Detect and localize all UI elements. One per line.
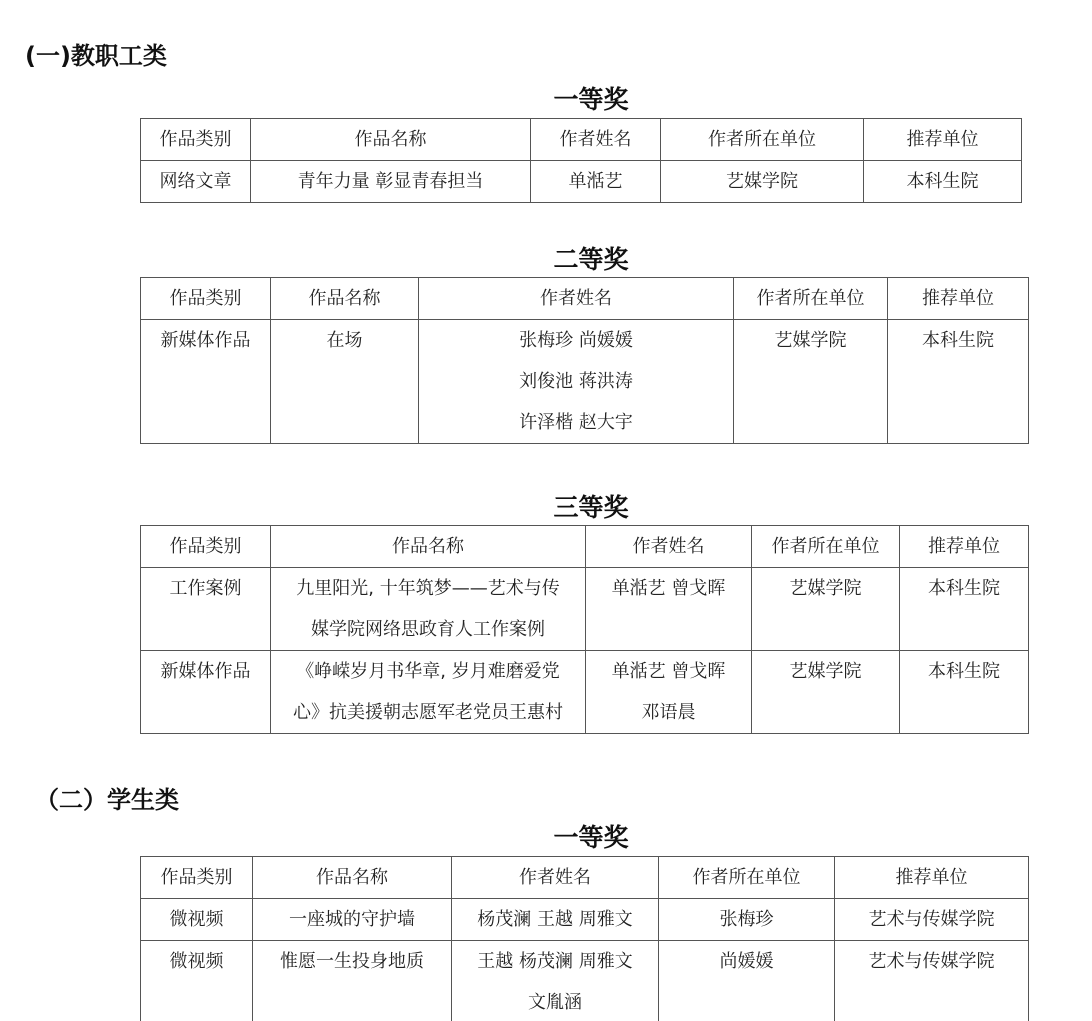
cell-line: 尚媛媛 bbox=[719, 951, 774, 972]
column-header: 作者所在单位 bbox=[661, 119, 864, 161]
cell-line: 邓语晨 bbox=[641, 702, 696, 723]
table-cell bbox=[251, 161, 531, 203]
cell-line: 文胤涵 bbox=[528, 992, 582, 1013]
cell-line: 单湉艺 曾戈晖 bbox=[611, 578, 726, 599]
table-cell bbox=[452, 941, 659, 1021]
cell-line: 刘俊池 蒋洪涛 bbox=[519, 371, 633, 392]
cell-line: 本科生院 bbox=[906, 171, 979, 192]
table-cell bbox=[659, 899, 835, 941]
cell-line: 单湉艺 bbox=[568, 171, 623, 192]
cell-line: 微视频 bbox=[169, 951, 224, 972]
cell-line: 微视频 bbox=[169, 909, 224, 930]
column-header: 作品类别 bbox=[141, 857, 253, 899]
award-table bbox=[140, 525, 1029, 734]
section-title-students: （二）学生类 bbox=[35, 786, 179, 814]
award-title: 三等奖 bbox=[553, 493, 629, 522]
cell-line: 工作案例 bbox=[169, 578, 242, 599]
cell-line: 心》抗美援朝志愿军老党员王惠村 bbox=[293, 702, 563, 723]
cell-line: 在场 bbox=[326, 330, 363, 351]
cell-line: 单湉艺 曾戈晖 bbox=[611, 661, 726, 682]
column-header: 推荐单位 bbox=[835, 857, 1029, 899]
cell-line: 艺术与传媒学院 bbox=[868, 951, 995, 972]
table-cell bbox=[752, 651, 900, 734]
table-cell bbox=[419, 320, 734, 444]
table-cell bbox=[835, 941, 1029, 1021]
column-header: 作者姓名 bbox=[452, 857, 659, 899]
column-header: 推荐单位 bbox=[888, 278, 1029, 320]
cell-line: 许泽楷 赵大宇 bbox=[519, 412, 633, 433]
table-cell bbox=[661, 161, 864, 203]
table-row bbox=[141, 899, 1029, 941]
column-header: 作者姓名 bbox=[419, 278, 734, 320]
cell-line: 惟愿一生投身地质 bbox=[280, 951, 424, 972]
cell-line: 《峥嵘岁月书华章, 岁月难磨爱党 bbox=[296, 661, 560, 682]
table-cell bbox=[531, 161, 661, 203]
cell-line: 九里阳光, 十年筑梦——艺术与传 bbox=[296, 578, 560, 599]
award-title: 一等奖 bbox=[553, 823, 629, 852]
cell-line: 一座城的守护墙 bbox=[289, 909, 415, 930]
column-header: 作者所在单位 bbox=[752, 526, 900, 568]
section-title-staff: (一)教职工类 bbox=[25, 42, 167, 70]
award-table bbox=[140, 277, 1029, 444]
cell-line: 张梅珍 bbox=[719, 909, 774, 930]
table-row bbox=[141, 161, 1022, 203]
cell-line: 艺媒学院 bbox=[726, 171, 798, 192]
table-cell bbox=[271, 568, 586, 651]
column-header: 作者姓名 bbox=[586, 526, 752, 568]
table-cell bbox=[752, 568, 900, 651]
table-cell bbox=[734, 320, 888, 444]
column-header: 推荐单位 bbox=[864, 119, 1022, 161]
table-cell bbox=[900, 568, 1029, 651]
cell-line: 艺术与传媒学院 bbox=[868, 909, 995, 930]
table-row bbox=[141, 568, 1029, 651]
cell-line: 本科生院 bbox=[928, 578, 1000, 599]
table-cell bbox=[141, 568, 271, 651]
column-header: 推荐单位 bbox=[900, 526, 1029, 568]
cell-line: 艺媒学院 bbox=[789, 661, 862, 682]
column-header: 作品名称 bbox=[253, 857, 452, 899]
table-cell bbox=[253, 899, 452, 941]
table-cell bbox=[835, 899, 1029, 941]
column-header: 作品类别 bbox=[141, 278, 271, 320]
award-title: 二等奖 bbox=[553, 245, 629, 274]
table-row bbox=[141, 320, 1029, 444]
cell-line: 新媒体作品 bbox=[160, 661, 251, 682]
table-cell bbox=[586, 568, 752, 651]
cell-line: 本科生院 bbox=[928, 661, 1000, 682]
table-cell bbox=[141, 941, 253, 1021]
award-table bbox=[140, 118, 1022, 203]
award-title: 一等奖 bbox=[553, 85, 629, 114]
table-cell bbox=[900, 651, 1029, 734]
header-row bbox=[141, 857, 1029, 899]
column-header: 作品名称 bbox=[271, 526, 586, 568]
table-cell bbox=[586, 651, 752, 734]
table-cell bbox=[659, 941, 835, 1021]
cell-line: 艺媒学院 bbox=[789, 578, 862, 599]
table-cell bbox=[271, 320, 419, 444]
table-cell bbox=[888, 320, 1029, 444]
cell-line: 王越 杨茂澜 周雅文 bbox=[477, 951, 633, 972]
column-header: 作者所在单位 bbox=[734, 278, 888, 320]
column-header: 作品类别 bbox=[141, 119, 251, 161]
cell-line: 本科生院 bbox=[922, 330, 994, 351]
column-header: 作者所在单位 bbox=[659, 857, 835, 899]
table-cell bbox=[141, 161, 251, 203]
header-row bbox=[141, 278, 1029, 320]
table-row bbox=[141, 651, 1029, 734]
header-row bbox=[141, 119, 1022, 161]
column-header: 作品名称 bbox=[271, 278, 419, 320]
header-row bbox=[141, 526, 1029, 568]
table-cell bbox=[253, 941, 452, 1021]
column-header: 作品名称 bbox=[251, 119, 531, 161]
cell-line: 新媒体作品 bbox=[160, 330, 251, 351]
table-cell bbox=[141, 899, 253, 941]
cell-line: 青年力量 彰显青春担当 bbox=[297, 171, 484, 192]
table-cell bbox=[141, 651, 271, 734]
award-table bbox=[140, 856, 1029, 1021]
cell-line: 媒学院网络思政育人工作案例 bbox=[311, 619, 545, 640]
table-cell bbox=[452, 899, 659, 941]
column-header: 作者姓名 bbox=[531, 119, 661, 161]
table-cell bbox=[141, 320, 271, 444]
table-cell bbox=[864, 161, 1022, 203]
table-cell bbox=[271, 651, 586, 734]
cell-line: 艺媒学院 bbox=[774, 330, 847, 351]
column-header: 作品类别 bbox=[141, 526, 271, 568]
table-row bbox=[141, 941, 1029, 1021]
cell-line: 网络文章 bbox=[159, 171, 232, 192]
cell-line: 张梅珍 尚媛媛 bbox=[519, 330, 633, 351]
cell-line: 杨茂澜 王越 周雅文 bbox=[477, 909, 633, 930]
